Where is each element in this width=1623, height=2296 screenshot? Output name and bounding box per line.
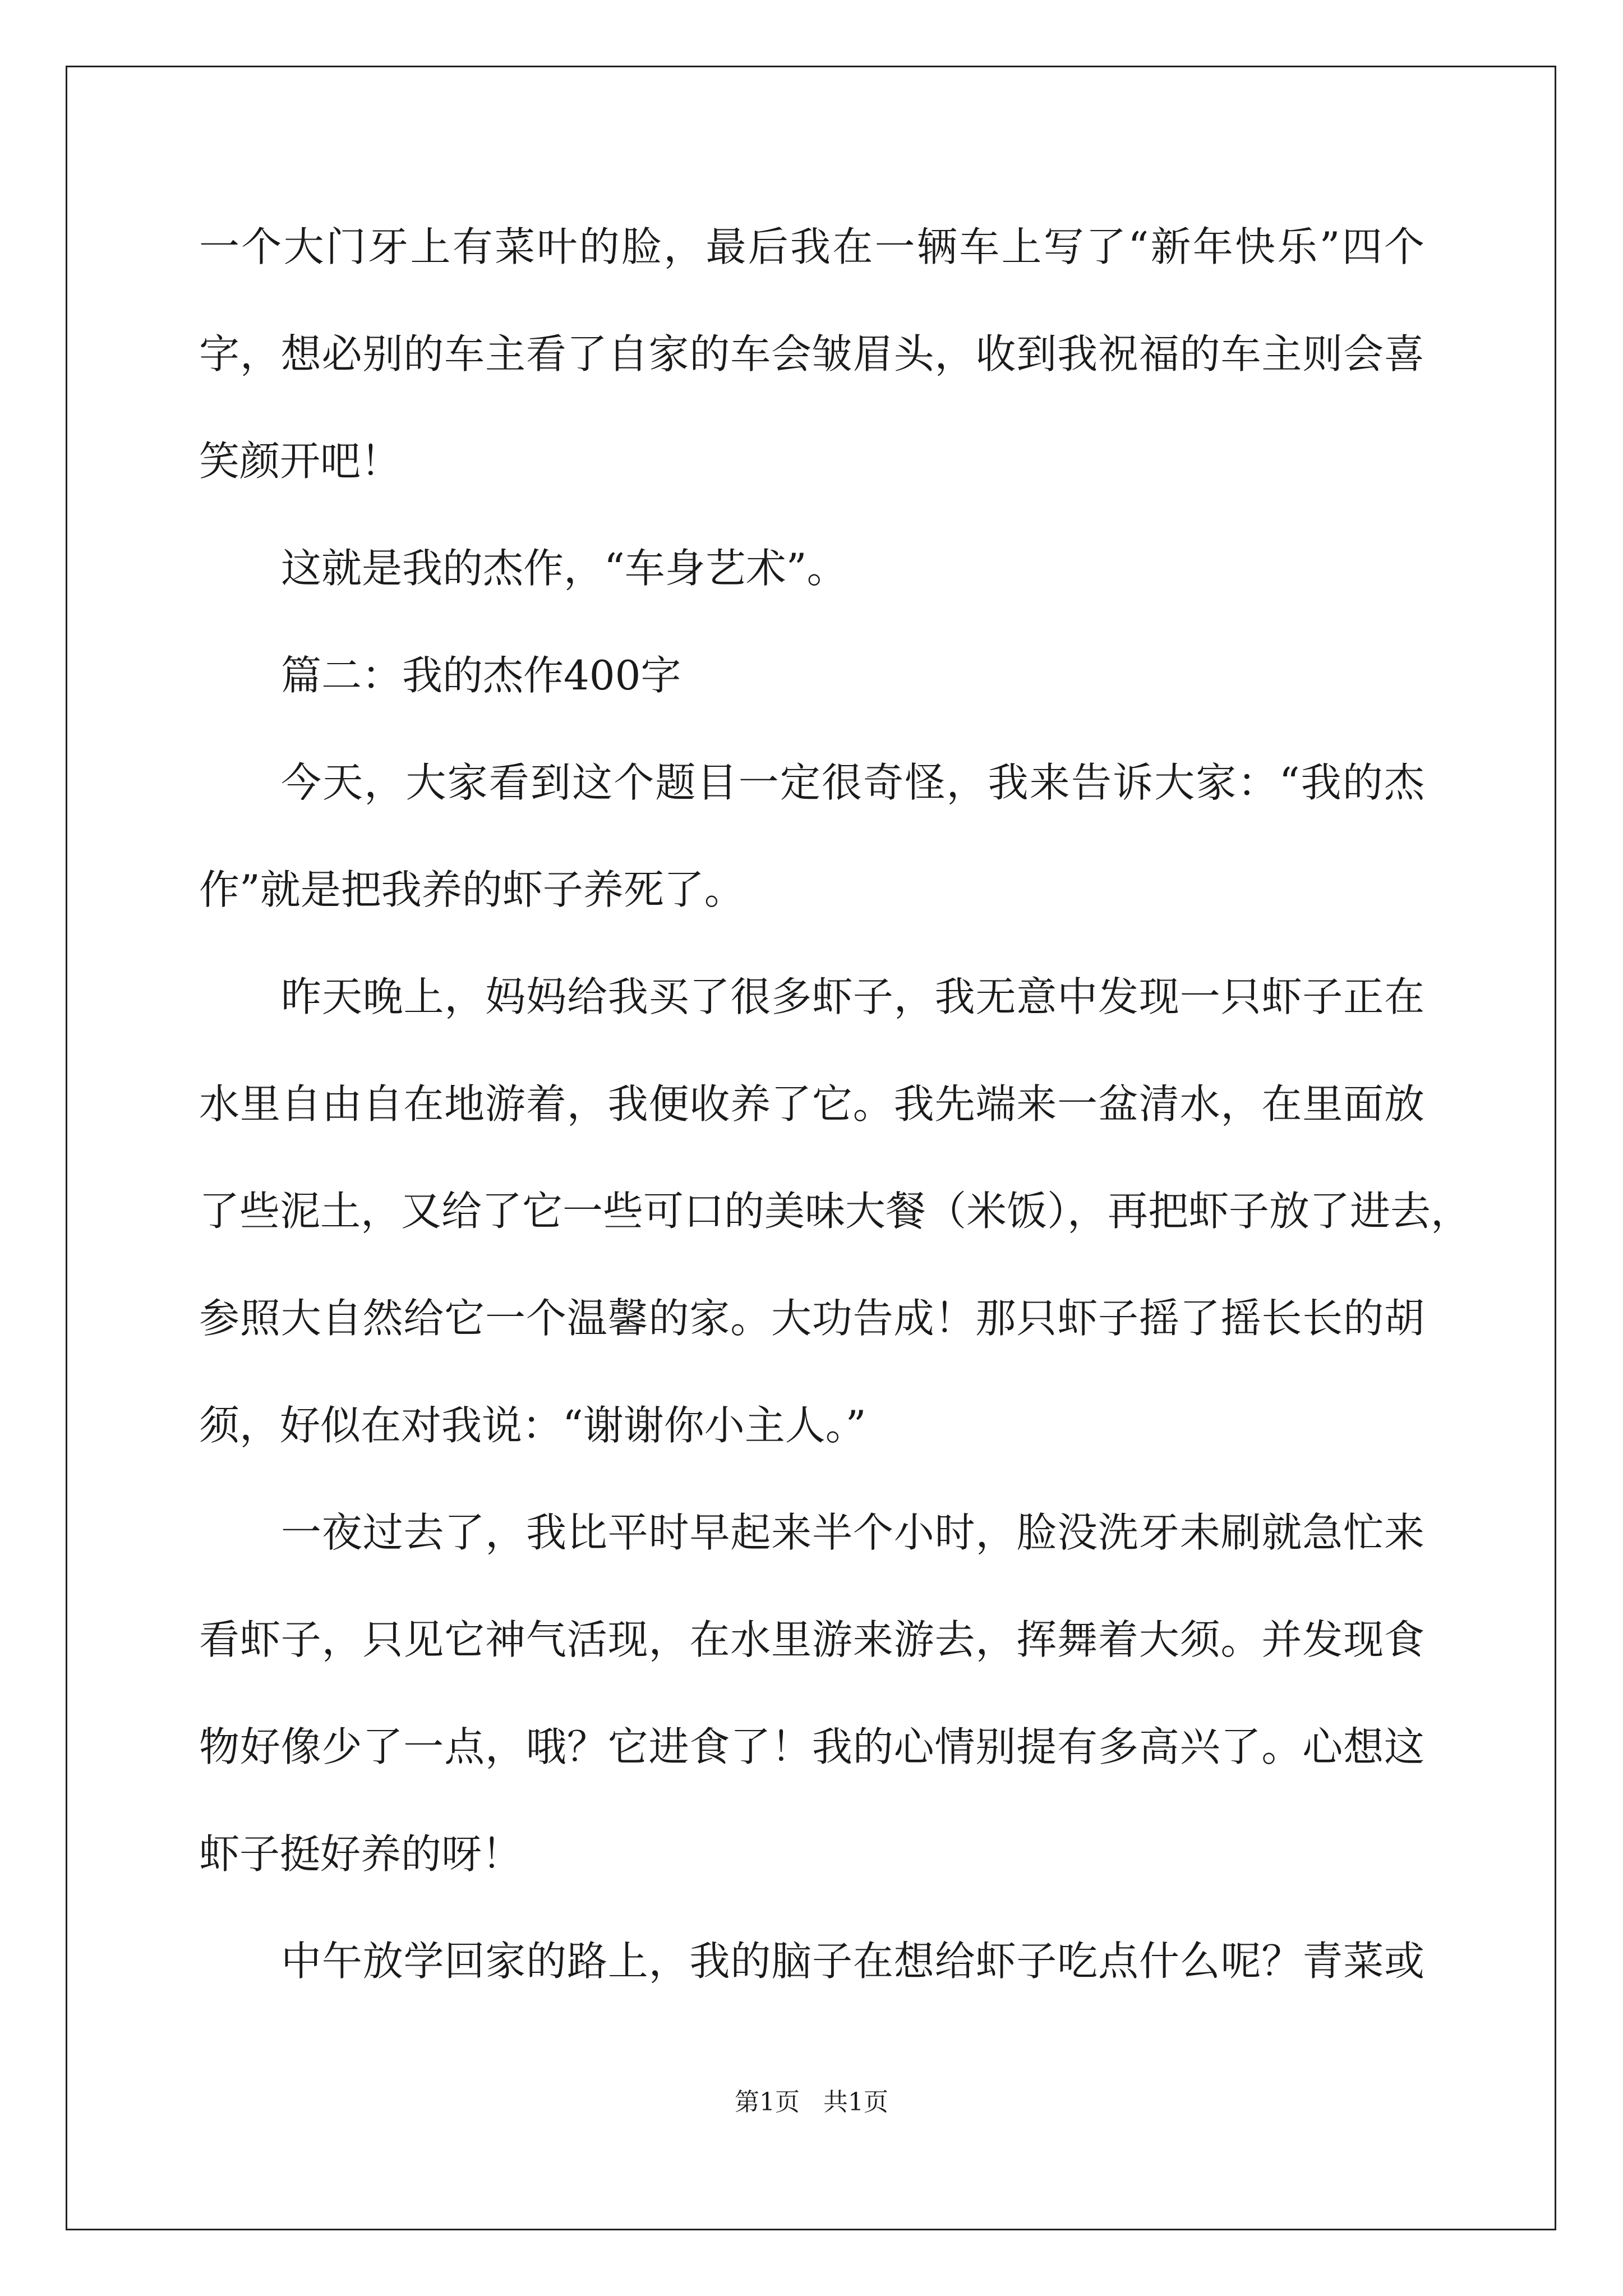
text-line: 了些泥土，又给了它一些可口的美味大餐（米饭），再把虾子放了进去， xyxy=(199,1188,1472,1235)
paragraph-start: 这就是我的杰作，“车身艺术”。 xyxy=(281,545,847,592)
page-footer: 第1页 共1页 xyxy=(735,2088,888,2116)
paragraph-start: 昨天晚上，妈妈给我买了很多虾子，我无意中发现一只虾子正在 xyxy=(281,973,1424,1020)
text-line: 看虾子，只见它神气活现，在水里游来游去，挥舞着大须。并发现食 xyxy=(199,1616,1424,1663)
paragraph-start: 今天，大家看到这个题目一定很奇怪，我来告诉大家：“我的杰 xyxy=(281,759,1424,806)
text-line: 物好像少了一点，哦？它进食了！我的心情别提有多高兴了。心想这 xyxy=(199,1723,1424,1770)
text-line: 作”就是把我养的虾子养死了。 xyxy=(199,866,745,913)
paragraph-start: 一夜过去了，我比平时早起来半个小时，脸没洗牙未刷就急忙来 xyxy=(281,1509,1424,1556)
text-line: 水里自由自在地游着，我便收养了它。我先端来一盆清水，在里面放 xyxy=(199,1080,1424,1128)
text-line: 一个大门牙上有菜叶的脸，最后我在一辆车上写了“新年快乐”四个 xyxy=(199,223,1424,270)
text-line: 笑颜开吧！ xyxy=(199,438,402,485)
text-line: 字，想必别的车主看了自家的车会皱眉头，收到我祝福的车主则会喜 xyxy=(199,330,1424,378)
text-line: 须，好似在对我说：“谢谢你小主人。” xyxy=(199,1402,866,1449)
section-heading: 篇二：我的杰作400字 xyxy=(281,652,681,699)
page-border xyxy=(66,66,1556,2230)
paragraph-start: 中午放学回家的路上，我的脑子在想给虾子吃点什么呢？青菜或 xyxy=(281,1938,1424,1985)
text-line: 虾子挺好养的呀！ xyxy=(199,1830,523,1878)
text-line: 参照大自然给它一个温馨的家。大功告成！那只虾子摇了摇长长的胡 xyxy=(199,1295,1424,1342)
